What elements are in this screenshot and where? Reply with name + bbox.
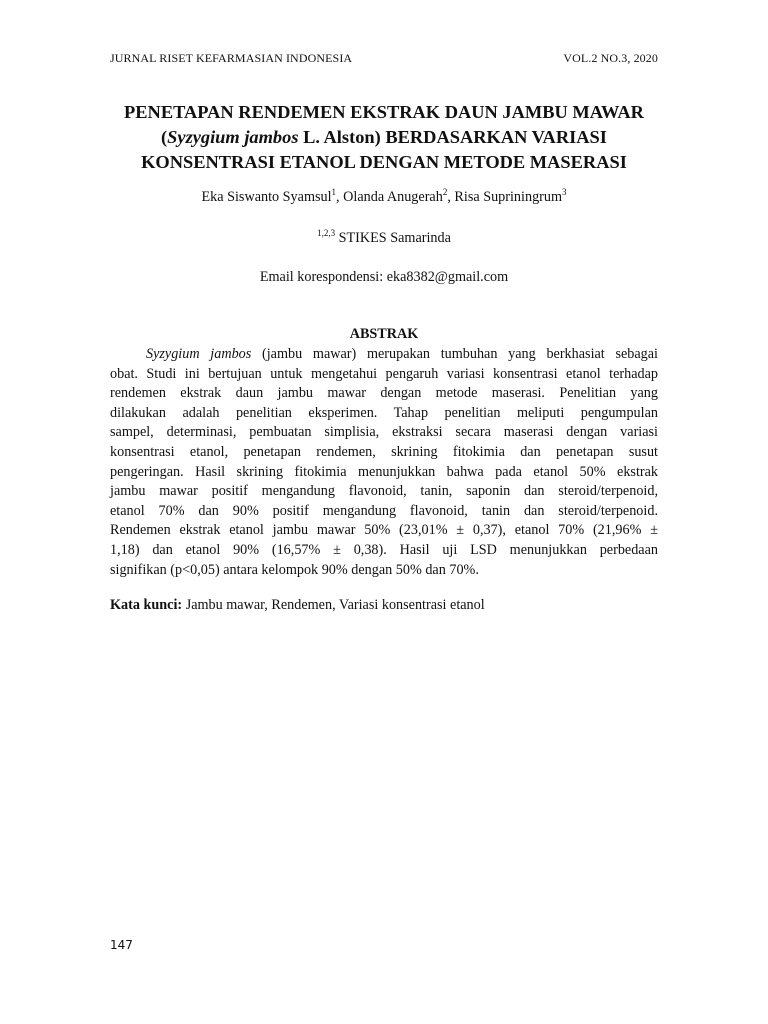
abstract-line: Rendemen ekstrak etanol jambu mawar 50% (23,01% ± 0,37), etanol 70% (21,96% ± [110,522,658,539]
abstract-line: etanol 70% dan 90% positif mengandung flavonoid, tanin dan steroid/terpenoid. [110,502,658,519]
author-affiliation-mark: 3 [562,187,567,197]
abstract-heading: ABSTRAK [349,326,419,342]
author-affiliation-mark: 1 [331,187,337,197]
author-name: Olanda Anugerah [343,189,443,205]
title-species: Syzygium jambos [167,127,299,147]
keywords-label: Kata kunci: [110,597,183,613]
author-name: Eka Siswanto Syamsul [201,189,332,205]
affiliation-name: STIKES Samarinda [335,230,451,246]
abstract-line: jambu mawar positif mengandung flavonoid, tanin, saponin dan steroid/terpenoid, [110,483,658,500]
page-number: 147 [110,938,133,952]
title-line-3: KONSENTRASI ETANOL DENGAN METODE MASERASI [141,152,627,172]
author-affiliation-mark: 2 [442,187,448,197]
journal-name: JURNAL RISET KEFARMASIAN INDONESIA [110,51,353,65]
abstract-line: pengeringan. Hasil skrining fitokimia menunjukkan bahwa pada etanol 50% ekstrak [110,463,658,480]
affiliation-mark: 1,2,3 [317,228,336,238]
title-line-1: PENETAPAN RENDEMEN EKSTRAK DAUN JAMBU MAWAR [124,102,644,122]
affiliation [110,230,658,247]
abstract-body [110,345,658,580]
author-separator: , [336,189,344,205]
author-separator: , [447,189,455,205]
abstract-line: dilakukan adalah penelitian eksperimen. Tahap penelitian meliputi pengumpulan [110,404,658,421]
abstract-line: rendemen ekstrak daun jambu mawar dengan metode maserasi. Penelitian yang [110,385,658,402]
abstract-line: sampel, determinasi, pembuatan simplisia, ekstraksi secara maserasi dengan variasi [110,424,658,441]
abstract-line-1-rest: (jambu mawar) merupakan tumbuhan yang berkhasiat sebagai [251,346,659,362]
abstract-line: konsentrasi etanol, penetapan rendemen, skrining fitokimia dan penetapan susut [110,443,658,460]
title-line-2 [100,125,668,150]
article-title [100,100,668,175]
author-name: Risa Supriningrum [454,189,563,205]
abstract-line: obat. Studi ini bertujuan untuk mengetahui pengaruh variasi konsentrasi etanol terhadap [110,365,658,382]
keywords [110,597,658,614]
abstract-line: signifikan (p<0,05) antara kelompok 90% dengan 50% dan 70%. [110,561,479,578]
title-line-2-rest: L. Alston) BERDASARKAN VARIASI [298,127,607,147]
author-list [110,189,658,206]
journal-volume: VOL.2 NO.3, 2020 [563,51,658,65]
correspondence-email: Email korespondensi: eka8382@gmail.com [259,269,509,285]
title-paren: ( [161,127,168,147]
keywords-text: Jambu mawar, Rendemen, Variasi konsentrasi etanol [182,597,485,613]
abstract-species: Syzygium jambos [146,346,252,362]
abstract-line [110,345,658,365]
abstract-line: 1,18) dan etanol 90% (16,57% ± 0,38). Hasil uji LSD menunjukkan perbedaan [110,541,658,558]
